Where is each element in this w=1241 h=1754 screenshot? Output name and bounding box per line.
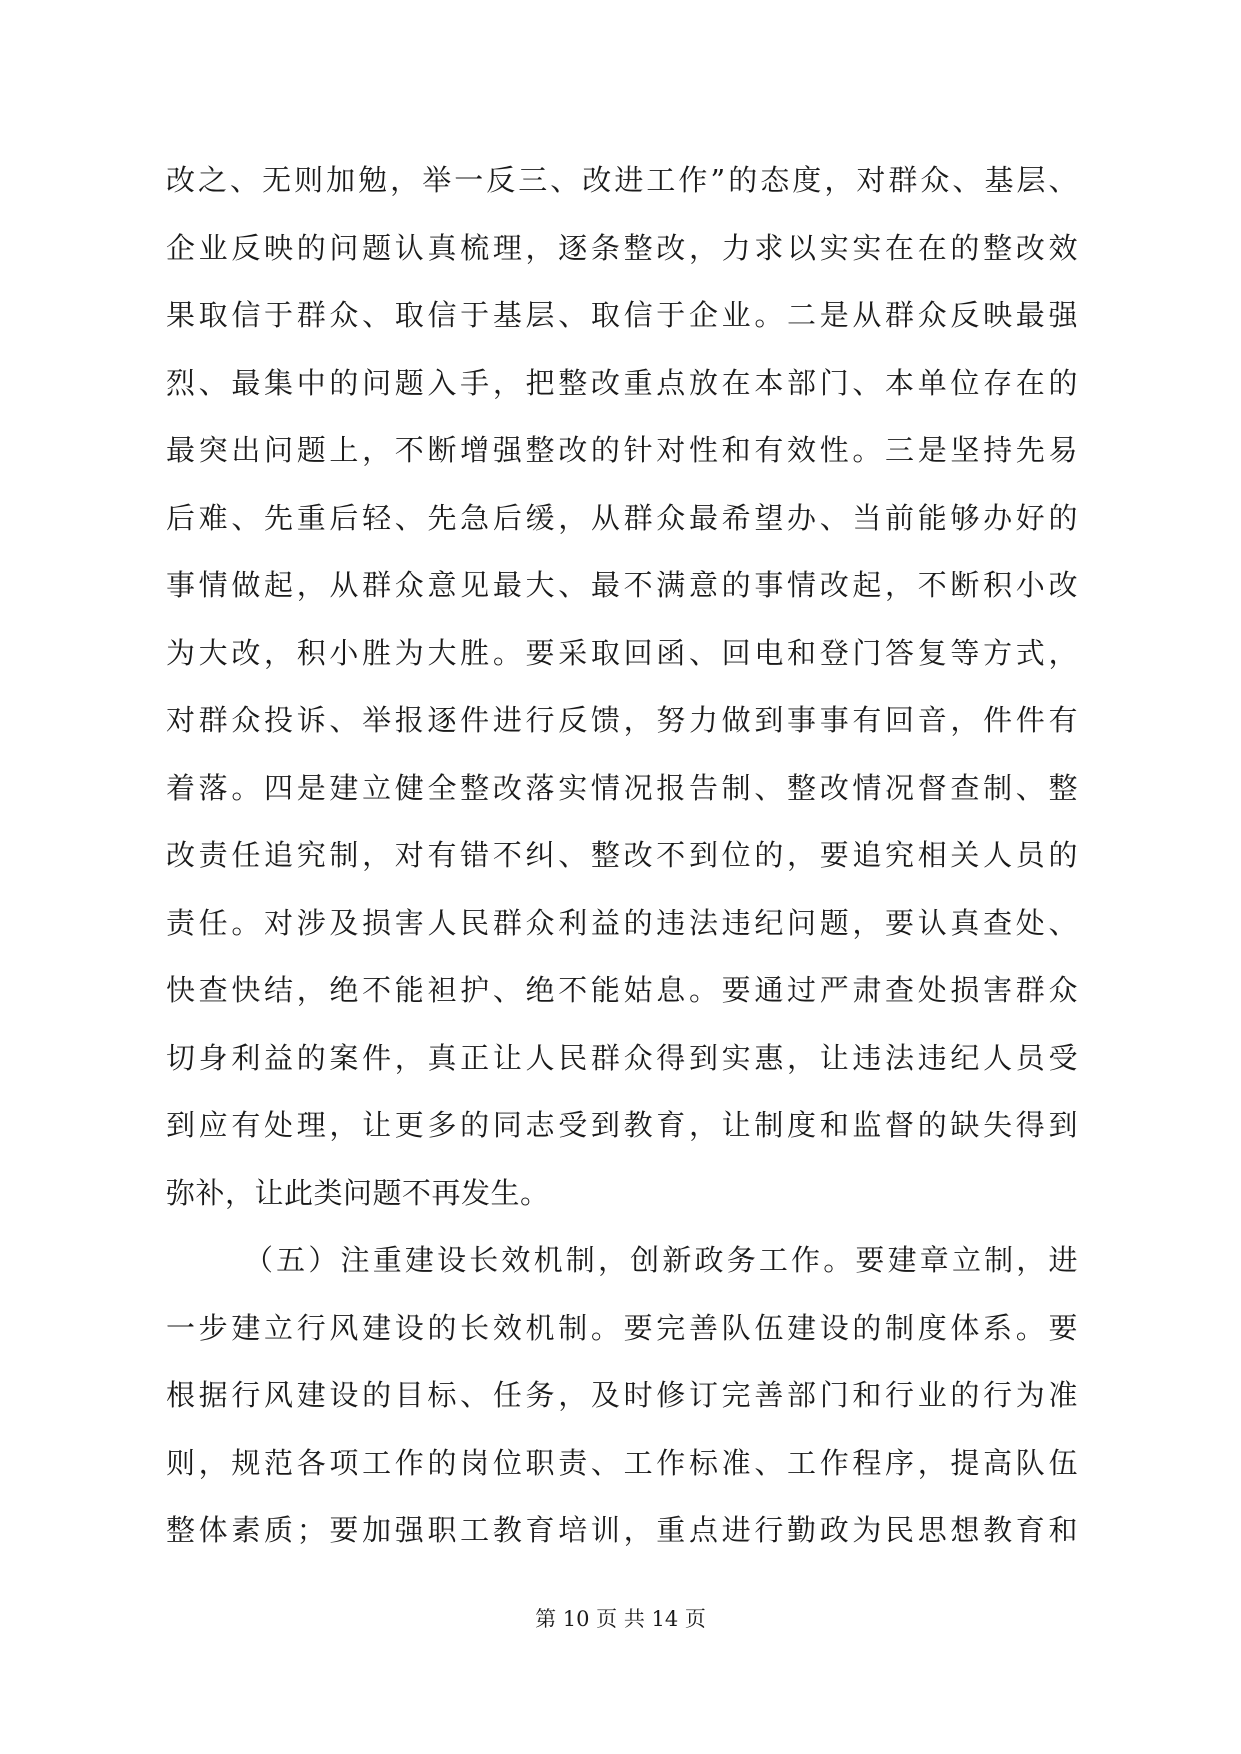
text-line: 烈、最集中的问题入手，把整改重点放在本部门、本单位存在的 (166, 365, 1078, 400)
text-line: 责任。对涉及损害人民群众利益的违法违纪问题，要认真查处、 (166, 905, 1078, 940)
text-line: 着落。四是建立健全整改落实情况报告制、整改情况督查制、整 (166, 770, 1078, 805)
section-heading-line: （五）注重建设长效机制，创新政务工作。要建章立制，进 (244, 1243, 1078, 1277)
text-line: 到应有处理，让更多的同志受到教育，让制度和监督的缺失得到 (166, 1108, 1078, 1142)
text-line: 切身利益的案件，真正让人民群众得到实惠，让违法违纪人员受 (166, 1040, 1078, 1075)
text-line: 后难、先重后轻、先急后缓，从群众最希望办、当前能够办好的 (166, 500, 1078, 535)
text-line: 企业反映的问题认真梳理，逐条整改，力求以实实在在的整改效 (166, 230, 1078, 265)
text-line: 快查快结，绝不能袒护、绝不能姑息。要通过严肃查处损害群众 (166, 973, 1078, 1007)
text-line: 改之、无则加勉，举一反三、改进工作”的态度，对群众、基层、 (166, 163, 1078, 197)
text-line: 一步建立行风建设的长效机制。要完善队伍建设的制度体系。要 (166, 1310, 1078, 1345)
body-text (166, 147, 1078, 1565)
text-line: 整体素质；要加强职工教育培训，重点进行勤政为民思想教育和 (166, 1513, 1078, 1547)
text-line: 果取信于群众、取信于基层、取信于企业。二是从群众反映最强 (166, 298, 1078, 332)
text-line-paragraph-end: 弥补，让此类问题不再发生。 (166, 1175, 550, 1210)
text-line: 根据行风建设的目标、任务，及时修订完善部门和行业的行为准 (166, 1378, 1078, 1412)
text-line: 对群众投诉、举报逐件进行反馈，努力做到事事有回音，件件有 (166, 703, 1078, 737)
text-line: 为大改，积小胜为大胜。要采取回函、回电和登门答复等方式， (166, 635, 1078, 670)
text-line: 改责任追究制，对有错不纠、整改不到位的，要追究相关人员的 (166, 838, 1078, 872)
page-number-footer: 第 10 页 共 14 页 (535, 1607, 706, 1631)
text-line: 最突出问题上，不断增强整改的针对性和有效性。三是坚持先易 (166, 433, 1078, 467)
text-line: 则，规范各项工作的岗位职责、工作标准、工作程序，提高队伍 (166, 1445, 1078, 1480)
text-line: 事情做起，从群众意见最大、最不满意的事情改起，不断积小改 (166, 568, 1078, 602)
